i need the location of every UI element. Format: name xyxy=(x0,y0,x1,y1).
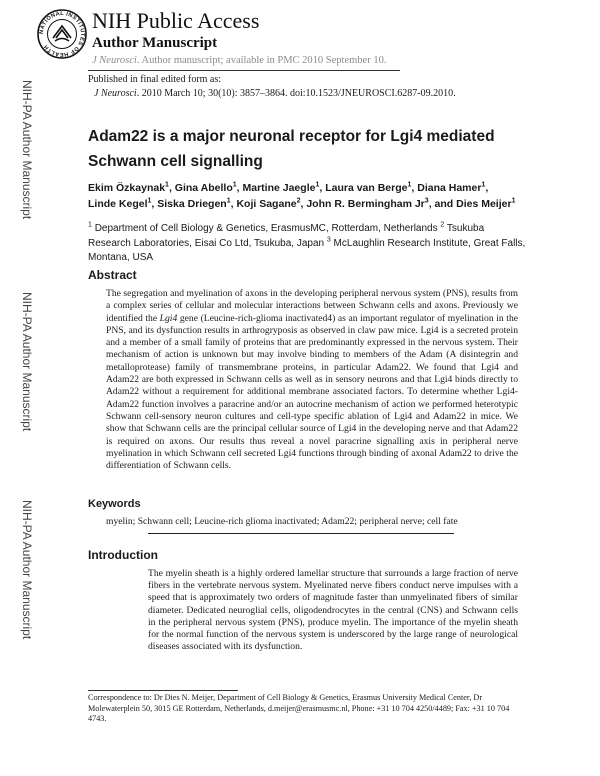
published-label: Published in final edited form as: xyxy=(88,74,222,85)
author: Siska Driegen$^1$ xyxy=(157,197,231,210)
header-divider xyxy=(88,70,400,71)
author: Ekim Özkaynak$^1$ xyxy=(88,181,169,194)
keywords-list: myelin; Schwann cell; Leucine-rich glioma inactivated; Adam22; peripheral nerve; cell fate xyxy=(106,516,458,527)
footnote-divider xyxy=(88,690,238,691)
affiliations: $^1$ Department of Cell Biology & Genetics, ErasmusMC, Rotterdam, Netherlands $^2$ Tsukuba Research Laboratories, Eisai Co Ltd, Tsukuba, Japan $^3$ McLaughlin Research Institute, Great Falls, Montana, USA xyxy=(88,221,526,263)
availability-text: . Author manuscript; available in PMC 2010 September 10. xyxy=(136,55,387,66)
availability-line xyxy=(92,54,386,67)
author-list: Ekim Özkaynak$^1$, Gina Abello$^1$, Martine Jaegle$^1$, Laura van Berge$^1$, Diana Hamer$^1$, Linde Kegel$^1$, Siska Driegen$^1$, Koji Sagane$^2$, John R. Bermingham Jr$^3$, and Dies Meijer$^1$ xyxy=(88,181,516,210)
author: Laura van Berge$^1$ xyxy=(325,181,412,194)
citation-journal: J Neurosci xyxy=(94,88,137,99)
introduction-body: The myelin sheath is a highly ordered lamellar structure that surrounds a large fraction of nerve fibers in the vertebrate nervous system. Myelinated nerve fibers conduct nerve impulses with a speed that is approximately two orders of magnitude faster than unmyelinated fibers of similar diameter. Dedicated neuroglial cells, oligodendrocytes in the central (CNS) and Schwann cells in the peripheral nervous system (PNS), produce myelin. The importance of the myelin sheath for the normal function of the nervous system is underscored by the large range of neurological diseases associated with its dysfunction. xyxy=(148,568,518,653)
gene-name: Lgi4 xyxy=(159,312,178,324)
introduction-heading: Introduction xyxy=(88,548,158,562)
nih-public-access-title: NIH Public Access xyxy=(92,8,260,33)
svg-text:NATIONAL INSTITUTES OF HEALTH: NATIONAL INSTITUTES OF HEALTH xyxy=(38,10,86,58)
paper-title: Adam22 is a major neuronal receptor for Lgi4 mediated Schwann cell signalling xyxy=(88,128,495,170)
affiliation: Tsukuba Research Laboratories, Eisai Co Ltd, Tsukuba, Japan xyxy=(88,223,485,249)
abstract-body: The segregation and myelination of axons in the developing peripheral nervous system (PNS), results from a complex series of cellular and molecular interactions between Schwann cells and axons. Previously we identified the Lgi4 gene (Leucine-rich-glioma inactivated4) as an important regulator of myelination in the PNS, and its dysfunction results in arthrogryposis as observed in claw paw mice. Lgi4 is a secreted protein and a member of a small family of proteins that are predominantly expressed in the nervous system. Their mechanism of action is unknown but may involve binding to members of the Adam (A disintegrin and metalloprotease) family of transmembrane proteins, in particular Adam22. We found that Lgi4 and Adam22 are both expressed in Schwann cells as well as in sensory neurons and that Lgi4 binds directly to Adam22 without a requirement for additional membrane associated factors. To determine whether Lgi4-Adam22 function involves a paracrine and/or an autocrine mechanism of action we performed heterotypic Schwann cell-sensory neuron cultures and cell-type specific ablation of Lgi4 and Adam22 in mice. We show that Schwann cells are the principal cellular source of Lgi4 in the developing nerve and that Adam22 is required on axons. Our results thus reveal a novel paracrine signalling axis in peripheral nerve myelination in which Schwann cell secreted Lgi4 functions through binding of axonal Adam22 to drive the differentiation of Schwann cells. xyxy=(106,288,518,472)
keywords-heading: Keywords xyxy=(88,498,141,510)
affiliation: Department of Cell Biology & Genetics, ErasmusMC, Rotterdam, Netherlands xyxy=(94,223,438,234)
author: Koji Sagane$^2$ xyxy=(236,197,301,210)
citation-line xyxy=(94,88,456,100)
author: Martine Jaegle$^1$ xyxy=(242,181,320,194)
abstract-heading: Abstract xyxy=(88,268,137,282)
author: John R. Bermingham Jr$^3$ xyxy=(306,197,429,210)
author: Dies Meijer$^1$ xyxy=(456,197,516,210)
availability-journal: J Neurosci xyxy=(92,55,137,66)
correspondence-footnote: Correspondence to: Dr Dies N. Meijer, Department of Cell Biology & Genetics, Erasmus University Medical Center, Dr Molewaterplein 50, 3015 GE Rotterdam, Netherlands, d.meijer@erasmusmc.nl, Phone: +31 10 704 4250/4489; Fax: +31 10 704 4743. xyxy=(88,693,510,723)
author: Diana Hamer$^1$ xyxy=(417,181,486,194)
author: Linde Kegel$^1$ xyxy=(88,197,152,210)
affiliation: McLaughlin Research Institute, Great Falls, Montana, USA xyxy=(88,237,526,263)
author-manuscript-title: Author Manuscript xyxy=(92,35,218,51)
citation-details: . 2010 March 10; 30(10): 3857–3864. doi:10.1523/JNEUROSCI.6287-09.2010. xyxy=(136,88,456,99)
section-divider xyxy=(148,533,454,534)
nih-logo xyxy=(36,8,88,60)
author: Gina Abello$^1$ xyxy=(174,181,237,194)
